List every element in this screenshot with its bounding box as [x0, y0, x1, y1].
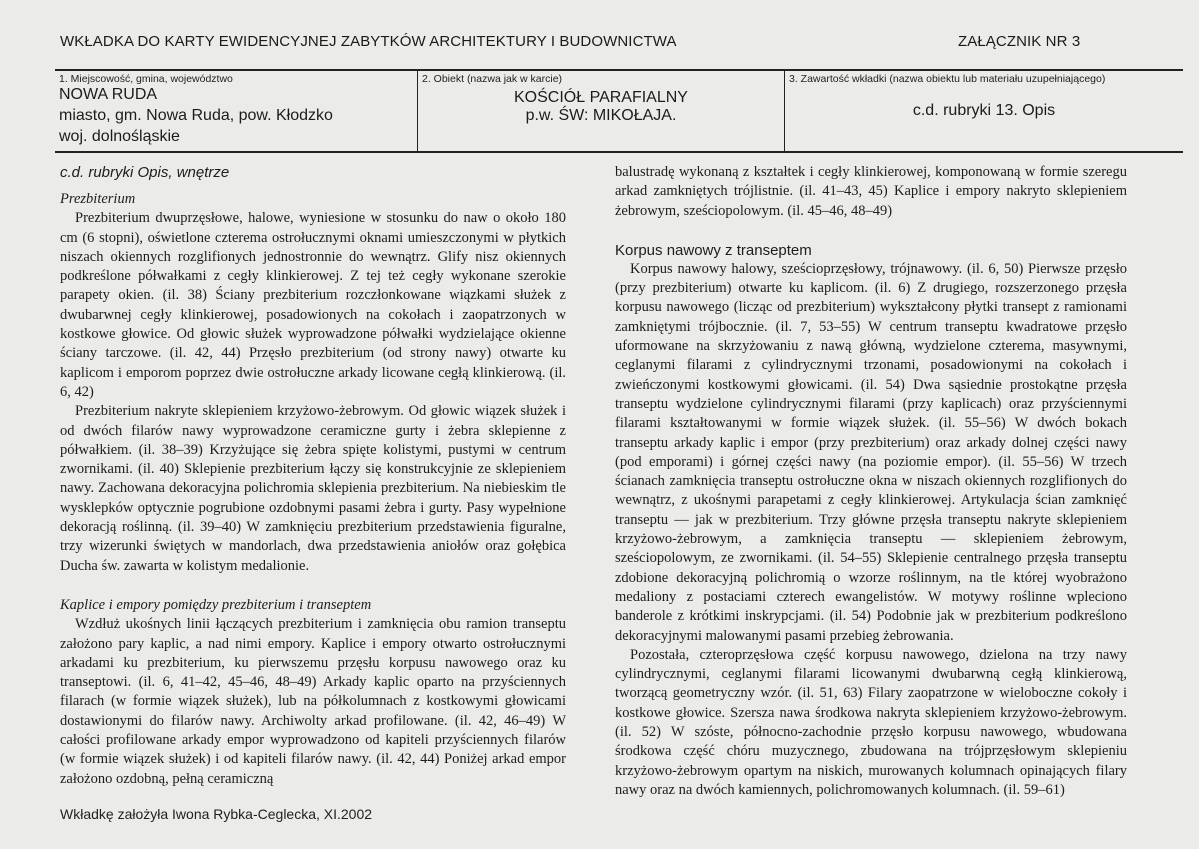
section-title-kaplice: Kaplice i empory pomiędzy prezbiterium i transeptem: [60, 596, 372, 613]
document-title: WKŁADKA DO KARTY EWIDENCYJNEJ ZABYTKÓW ARCHITEKTURY I BUDOWNICTWA: [60, 33, 677, 50]
paragraph: Prezbiterium dwuprzęsłowe, halowe, wyniesione w stosunku do naw o około 180 cm (6 stopni), oświetlone czterema ostrołucznymi oknami umieszczonymi w płytkich niszach okiennych rozglifionych jednostronnie do wewnątrz. Glify nisz okiennych podkreślone półwałkami z cegły klinkierowej. Z tej też cegły wykonane szerokie parapety okien. (il. 38) Ściany prezbiterium rozczłonkowane wiązkami służek z dwubarwnej cegły klinkierowej, posadowionych na cokołach i zaopatrzonych w kostkowe głowice. Od głowic służek wyprowadzone półwałki wydzielające okienne ściany tarczowe. (il. 42, 44) Przęsło prezbiterium (od strony nawy) otwarte ku kaplicom i emporom poprzez dwie ostrołuczne arkady licowane cegłą klinkierową. (il. 6, 42): [60, 210, 566, 400]
location-label: 1. Miejscowość, gmina, województwo: [59, 73, 233, 85]
content-field: [784, 71, 1183, 151]
object-field: [417, 71, 784, 151]
intro-heading: c.d. rubryki Opis, wnętrze: [60, 164, 230, 181]
location-voivodeship: woj. dolnośląskie: [59, 128, 180, 145]
content-value: c.d. rubryki 13. Opis: [912, 102, 1056, 119]
location-district: miasto, gm. Nowa Ruda, pow. Kłodzko: [59, 107, 333, 124]
author-note: Wkładkę założyła Iwona Rybka-Ceglecka, XI.2002: [60, 806, 373, 822]
section-title-prezbiterium: Prezbiterium: [60, 191, 136, 207]
paragraph: Korpus nawowy halowy, sześcioprzęsłowy, trójnawowy. (il. 6, 50) Pierwsze przęsło (przy prezbiterium) otwarte ku kaplicom. (il. 6) Z drugiego, rozszerzonego przęsła korpusu nawowego (licząc od prezbiterium) wykształcony płytki transept z ramionami zamkniętymi trójbocznie. (il. 7, 53–55) W centrum transeptu kwadratowe przęsło uformowane na skrzyżowaniu z nawą główną, wydzielone czterema, masywnymi, ceglanymi filarami z cylindrycznymi trzonami, posadowionymi na cokołach i zwieńczonymi kostkowymi głowicami. (il. 54) Dwa sąsiednie prostokątne przęsła transeptu wydzielone cylindrycznymi filarami (przy kaplicach) oraz przyściennymi filarami kształtowanymi w formie wiązek służek. (il. 55–56) W dwóch bokach transeptu arkady kaplic i empor (przy prezbiterium) oraz arkady dolnej części nawy (pod emporami) i górnej części nawy (na poziomie empor). (il. 55–56) W trzech ścianach zamknięcia transeptu ostrołuczne okna w niszach okiennych rozglifionych do wewnątrz, z ukośnymi parapetami z cegły klinkierowej. Artykulacja ścian zamknięć transeptu — jak w prezbiterium. Trzy główne przęsła transeptu nakryte sklepieniem krzyżowo-żebrowym, a zamknięcia transeptu — sklepieniem żebrowym, sześciopolowym, ze zwornikami. (il. 54–55) Sklepienie centralnego przęsła transeptu zdobione dekoracyjną polichromią o wzorze roślinnym, na tle której wyobrażono medaliony z postaciami czterech ewangelistów. W motywy roślinne wpleciono banderole z krótkimi inskrypcjami. (il. 54) Podobnie jak w prezbiterium podkreślono dekoracyjnymi malowanymi pasami przebieg żebrowania.: [615, 260, 1127, 644]
right-column: [615, 163, 1127, 800]
paragraph-continuation: balustradę wykonaną z kształtek i cegły klinkierowej, komponowaną w formie szeregu arkad zamkniętych trójlistnie. (il. 41–43, 45) Kaplice i empory nakryto sklepieniem żebrowym, sześciopolowym. (il. 45–46, 48–49): [615, 164, 1127, 219]
location-field: [55, 71, 417, 151]
annex-number: ZAŁĄCZNIK NR 3: [958, 33, 1081, 50]
paragraph: Pozostała, czteroprzęsłowa część korpusu nawowego, dzielona na trzy nawy cylindrycznymi, ceglanymi filarami licowanymi dwubarwną cegłą klinkierową, tworzącą geometryczny wzór. (il. 51, 63) Filary zaopatrzone w wieloboczne cokoły i kostkowe głowice. Szersza nawa środkowa nakryta sklepieniem krzyżowo-żebrowym. (il. 52) W szóste, północno-zachodnie przęsło korpusu nawowego, wbudowana środkowa część chóru muzycznego, zbudowana na trójprzęsłowym sklepieniu krzyżowo-żebrowym opartym na niskich, murowanych kolumnach opinających filary nawy oraz na dwóch kamiennych, polichromowanych kolumnach. (il. 59–61): [615, 646, 1127, 798]
content-label: 3. Zawartość wkładki (nazwa obiektu lub materiału uzupełniającego): [789, 73, 1106, 85]
object-name: KOŚCIÓŁ PARAFIALNY: [514, 89, 688, 106]
paragraph: Prezbiterium nakryte sklepieniem krzyżowo-żebrowym. Od głowic wiązek służek i od dwóch filarów nawy wyprowadzone ceramiczne gurty i żebra sklepienne z półwałkiem. (il. 38–39) Krzyżujące się żebra spięte kolistymi, pustymi w centrum zwornikami. (il. 40) Sklepienie prezbiterium łączy się konstrukcyjnie ze sklepieniem nawy. Zachowana dekoracyjna polichromia sklepienia prezbiterium. Na niebieskim tle wysklepków optycznie pogrubione ozdobnymi pasami żebra i gurty. Pasy wypełnione dekoracją roślinną. (il. 39–40) W zamknięciu prezbiterium przedstawienia figuralne, trzy wizerunki świętych w mandorlach, dwa przedstawienia aniołów oraz gołębica Ducha św. zawarta w kolistym medalionie.: [60, 403, 566, 574]
object-dedication: p.w. ŚW: MIKOŁAJA.: [525, 107, 677, 124]
object-label: 2. Obiekt (nazwa jak w karcie): [422, 73, 563, 85]
header-fields: [55, 69, 1183, 153]
paragraph: Wzdłuż ukośnych linii łączących prezbiterium i zamknięcia obu ramion transeptu założono pary kaplic, a nad nimi empory. Kaplice i empory otwarto ostrołucznymi arkadami ku prezbiterium, ku pierwszemu przęsłu korpusu nawowego oraz ku transeptowi. (il. 6, 41–42, 45–46, 48–49) Arkady kaplic oparto na przyściennych filarach (w formie wiązek służek), lub na półkolumnach z kostkowymi głowicami dostawionymi do filarów nawy. Archiwolty arkad profilowane. (il. 42, 46–49) W całości profilowane arkady empor wyprowadzono od kapiteli przyściennych filarów (w formie wiązek służek) i od kapiteli filarów nawy. (il. 42, 44) Poniżej arkad empor założono ozdobną, pełną ceramiczną: [60, 616, 566, 787]
section-title-korpus: Korpus nawowy z transeptem: [615, 241, 812, 259]
location-town: NOWA RUDA: [59, 86, 158, 103]
left-column: [60, 163, 566, 789]
